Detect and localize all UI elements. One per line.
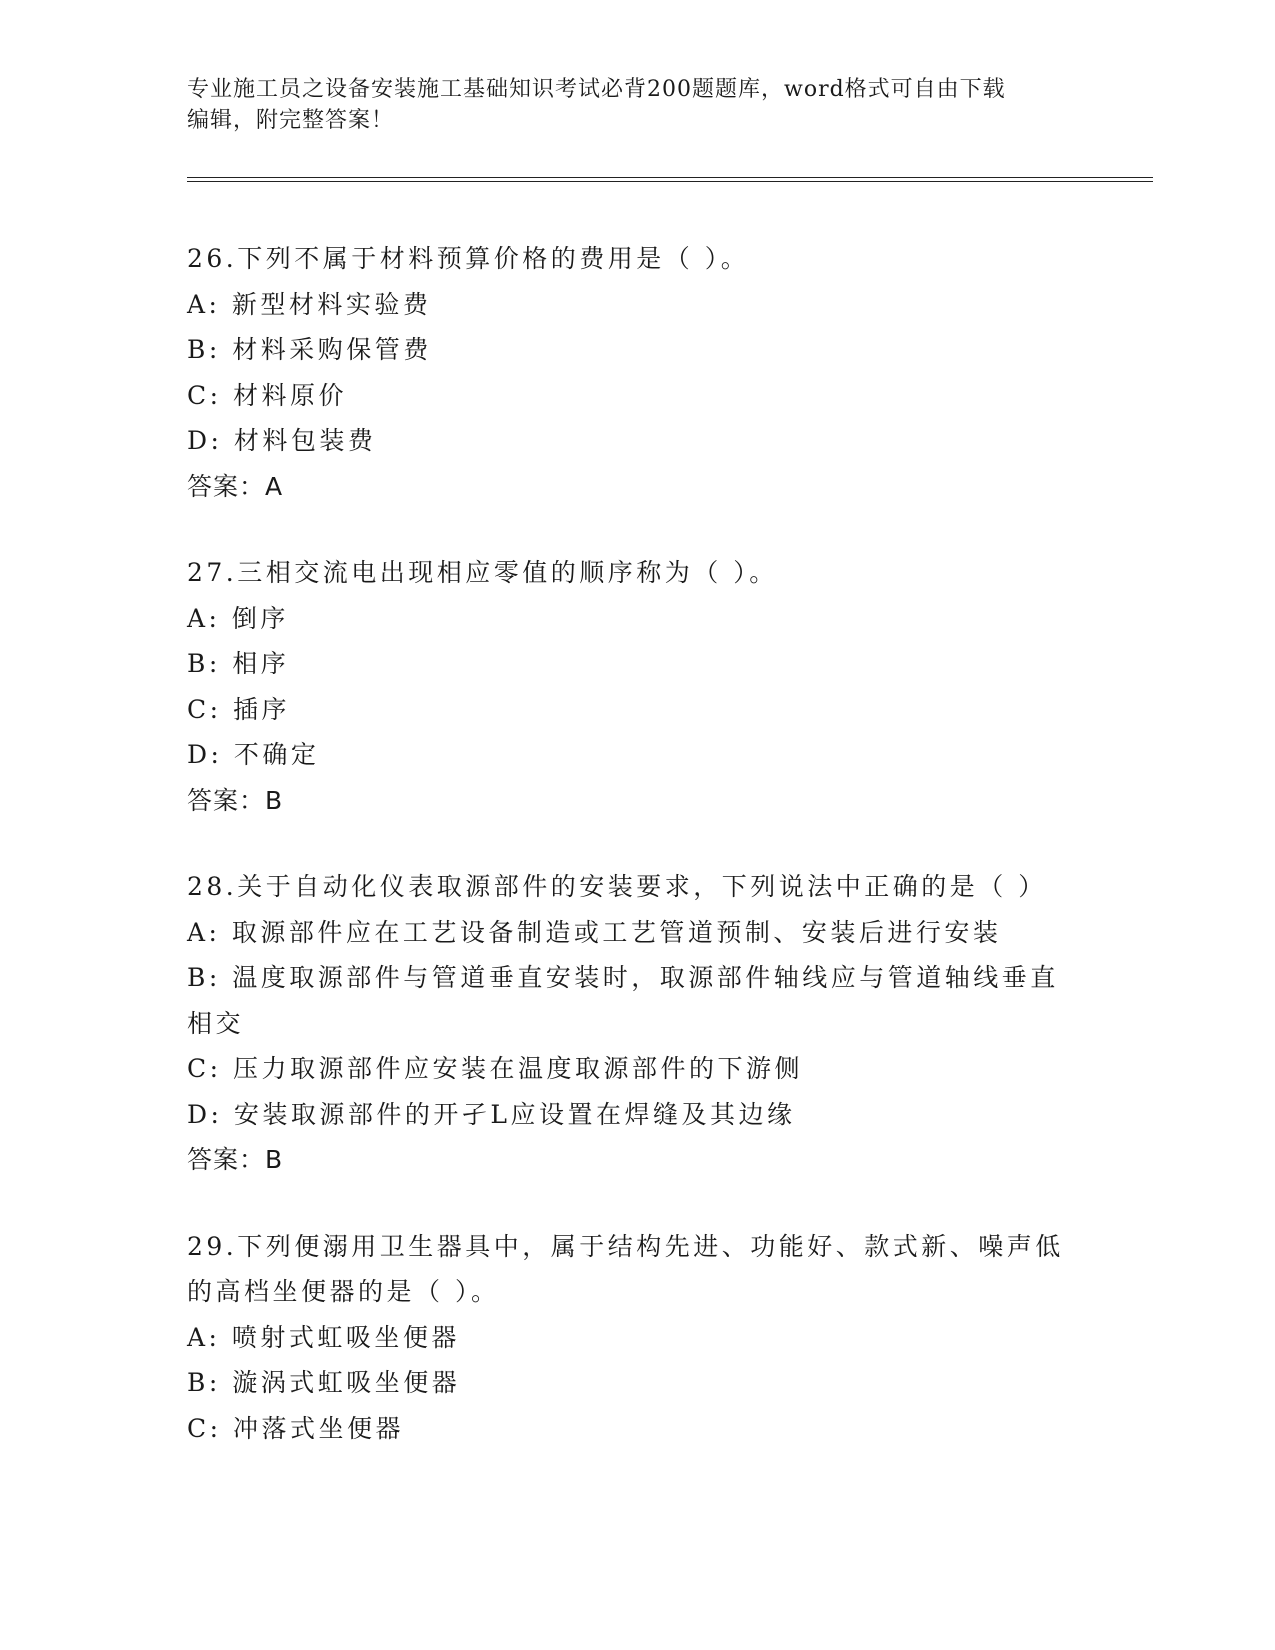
question-stem: 26.下列不属于材料预算价格的费用是（ ）。: [187, 244, 750, 273]
option-d: D: 安装取源部件的开孑L应设置在焊缝及其边缘: [187, 1099, 796, 1129]
option-c: C: 压力取源部件应安装在温度取源部件的下游侧: [187, 1054, 803, 1083]
question-28: [187, 864, 1087, 1183]
option-d: D: 材料包装费: [187, 426, 377, 455]
option-c: C: 材料原价: [187, 380, 347, 410]
option-a: A: 取源部件应在工艺设备制造或工艺管道预制、安装后进行安装: [187, 917, 1002, 947]
question-list: [187, 236, 1087, 1492]
option-b: B: 漩涡式虹吸坐便器: [187, 1368, 461, 1397]
option-b: B: 相序: [187, 649, 290, 678]
header-line-1: 专业施工员之设备安装施工基础知识考试必背200题题库，word格式可自由下载: [187, 77, 1006, 102]
answer-line: 答案：B: [187, 1145, 284, 1174]
question-29: [187, 1224, 1087, 1452]
question-stem: 29.下列便溺用卫生器具中，属于结构先进、功能好、款式新、噪声低的高档坐便器的是（ ）。: [187, 1231, 1064, 1306]
question-27: [187, 550, 1087, 823]
document-header: [187, 74, 1087, 136]
header-line-2: 编辑，附完整答案！: [187, 108, 395, 133]
option-a: A: 喷射式虹吸坐便器: [187, 1322, 460, 1352]
option-c: C: 插序: [187, 694, 290, 724]
question-stem: 28.关于自动化仪表取源部件的安装要求，下列说法中正确的是（ ）: [187, 872, 1047, 901]
option-a: A: 倒序: [187, 603, 289, 633]
question-26: [187, 236, 1087, 509]
option-b: B: 温度取源部件与管道垂直安装时，取源部件轴线应与管道轴线垂直相交: [187, 963, 1059, 1038]
question-stem: 27.三相交流电出现相应零值的顺序称为（ ）。: [187, 558, 778, 587]
option-a: A: 新型材料实验费: [187, 289, 432, 319]
answer-line: 答案：A: [187, 471, 284, 501]
header-divider: [187, 177, 1153, 182]
option-b: B: 材料采购保管费: [187, 335, 432, 364]
option-d: D: 不确定: [187, 740, 320, 769]
option-c: C: 冲落式坐便器: [187, 1413, 404, 1443]
answer-line: 答案：B: [187, 785, 284, 815]
